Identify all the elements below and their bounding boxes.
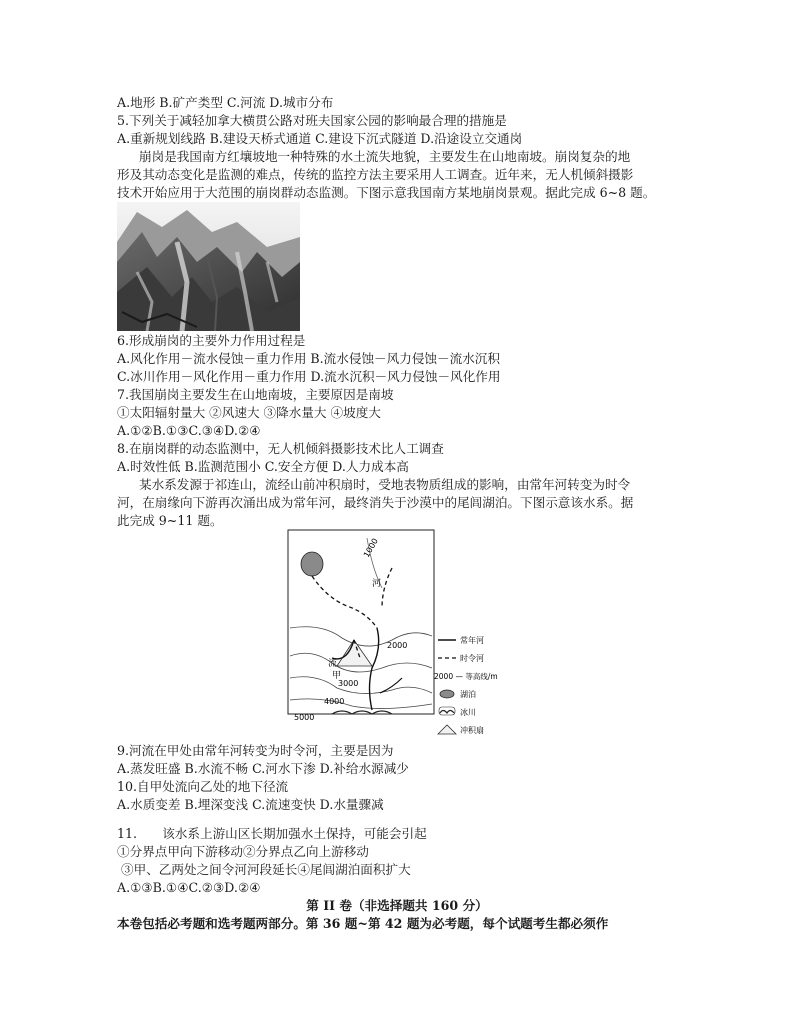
q8-stem: 8.在崩岗群的动态监测中，无人机倾斜摄影技术比人工调查 xyxy=(117,441,444,456)
q11-stem: 11. 该水系上游山区长期加强水土保持，可能会引起 xyxy=(117,826,427,841)
q7-stem: 7.我国崩岗主要发生在山地南坡，主要原因是南坡 xyxy=(117,387,394,402)
legend-lake: 湖泊 xyxy=(460,690,476,699)
passage-river-line-1: 某水系发源于祁连山，流经山前冲积扇时，受地表物质组成的影响，由常年河转变为时令 xyxy=(139,477,631,492)
q6-stem: 6.形成崩岗的主要外力作用过程是 xyxy=(117,333,306,348)
contour-label-2000: 2000 xyxy=(387,641,408,650)
map-legend xyxy=(434,635,498,735)
q10-stem: 10.自甲处流向乙处的地下径流 xyxy=(117,779,289,794)
q8-options: A.时效性低 B.监测范围小 C.安全方便 D.人力成本高 xyxy=(117,459,409,474)
river-system-map xyxy=(272,528,500,742)
legend-seasonal: 时令河 xyxy=(460,654,484,663)
map-label-flow: 流 xyxy=(328,659,338,669)
q7-options: A.①②B.①③C.③④D.②④ xyxy=(117,423,261,438)
benggang-landscape-photo xyxy=(117,202,300,331)
contour-label-5000: 5000 xyxy=(294,713,315,722)
legend-fan: 冲积扇 xyxy=(460,726,484,735)
map-label-jia: 甲 xyxy=(332,671,342,681)
passage-benggang-line-3: 技术开始应用于大范围的崩岗群动态监测。下图示意我国南方某地崩岗景观。据此完成 6~8 题。 xyxy=(117,185,656,200)
passage-benggang-line-1: 崩岗是我国南方红壤坡地一种特殊的水土流失地貌，主要发生在山地南坡。崩岗复杂的地 xyxy=(139,149,631,164)
passage-river-line-3: 此完成 9~11 题。 xyxy=(117,513,223,528)
section-note: 本卷包括必考题和选考题两部分。第 36 题~第 42 题为必考题，每个试题考生都必须作 xyxy=(117,916,609,931)
passage-benggang-line-2: 形及其动态变化是监测的难点，传统的监控方法主要采用人工调查。近年来，无人机倾斜摄影 xyxy=(117,167,634,182)
passage-river-line-2: 河，在扇缘向下游再次涌出成为常年河，最终消失于沙漠中的尾闾湖泊。下图示意该水系。据 xyxy=(117,495,634,510)
q11-items-a: ①分界点甲向下游移动②分界点乙向上游移动 xyxy=(117,844,369,859)
q9-options: A.蒸发旺盛 B.水流不畅 C.河水下渗 D.补给水源减少 xyxy=(117,761,409,776)
contour-label-4000: 4000 xyxy=(324,697,345,706)
contour-label-3000: 3000 xyxy=(338,679,359,688)
q9-stem: 9.河流在甲处由常年河转变为时令河，主要是因为 xyxy=(117,743,394,758)
q6-options-cd: C.冰川作用－风化作用－重力作用 D.流水沉积－风力侵蚀－风化作用 xyxy=(117,369,501,384)
q5-options: A.重新规划线路 B.建设天桥式通道 C.建设下沉式隧道 D.沿途设立交通岗 xyxy=(117,131,523,146)
q6-options-ab: A.风化作用－流水侵蚀－重力作用 B.流水侵蚀－风力侵蚀－流水沉积 xyxy=(117,351,500,366)
section-title: 第 II 卷（非选择题共 160 分） xyxy=(306,898,488,913)
q11-items-b: ③甲、乙两处之间令河河段延长④尾闾湖泊面积扩大 xyxy=(121,862,411,877)
legend-perennial: 常年河 xyxy=(460,636,484,645)
q10-options: A.水质变差 B.埋深变浅 C.流速变快 D.水量骤减 xyxy=(117,797,384,812)
q5-stem: 5.下列关于减轻加拿大横贯公路对班夫国家公园的影响最合理的措施是 xyxy=(117,113,507,128)
legend-contour: 2000 — 等高线/m xyxy=(434,672,498,681)
q11-options: A.①③B.①④C.②③D.②④ xyxy=(117,880,261,895)
q7-items: ①太阳辐射量大 ②风速大 ③降水量大 ④坡度大 xyxy=(117,405,381,420)
q4-options: A.地形 B.矿产类型 C.河流 D.城市分布 xyxy=(117,95,334,110)
map-label-river: 河 xyxy=(372,579,382,589)
legend-glacier: 冰川 xyxy=(460,708,476,717)
contour-label-1000: 1000 xyxy=(361,536,380,559)
